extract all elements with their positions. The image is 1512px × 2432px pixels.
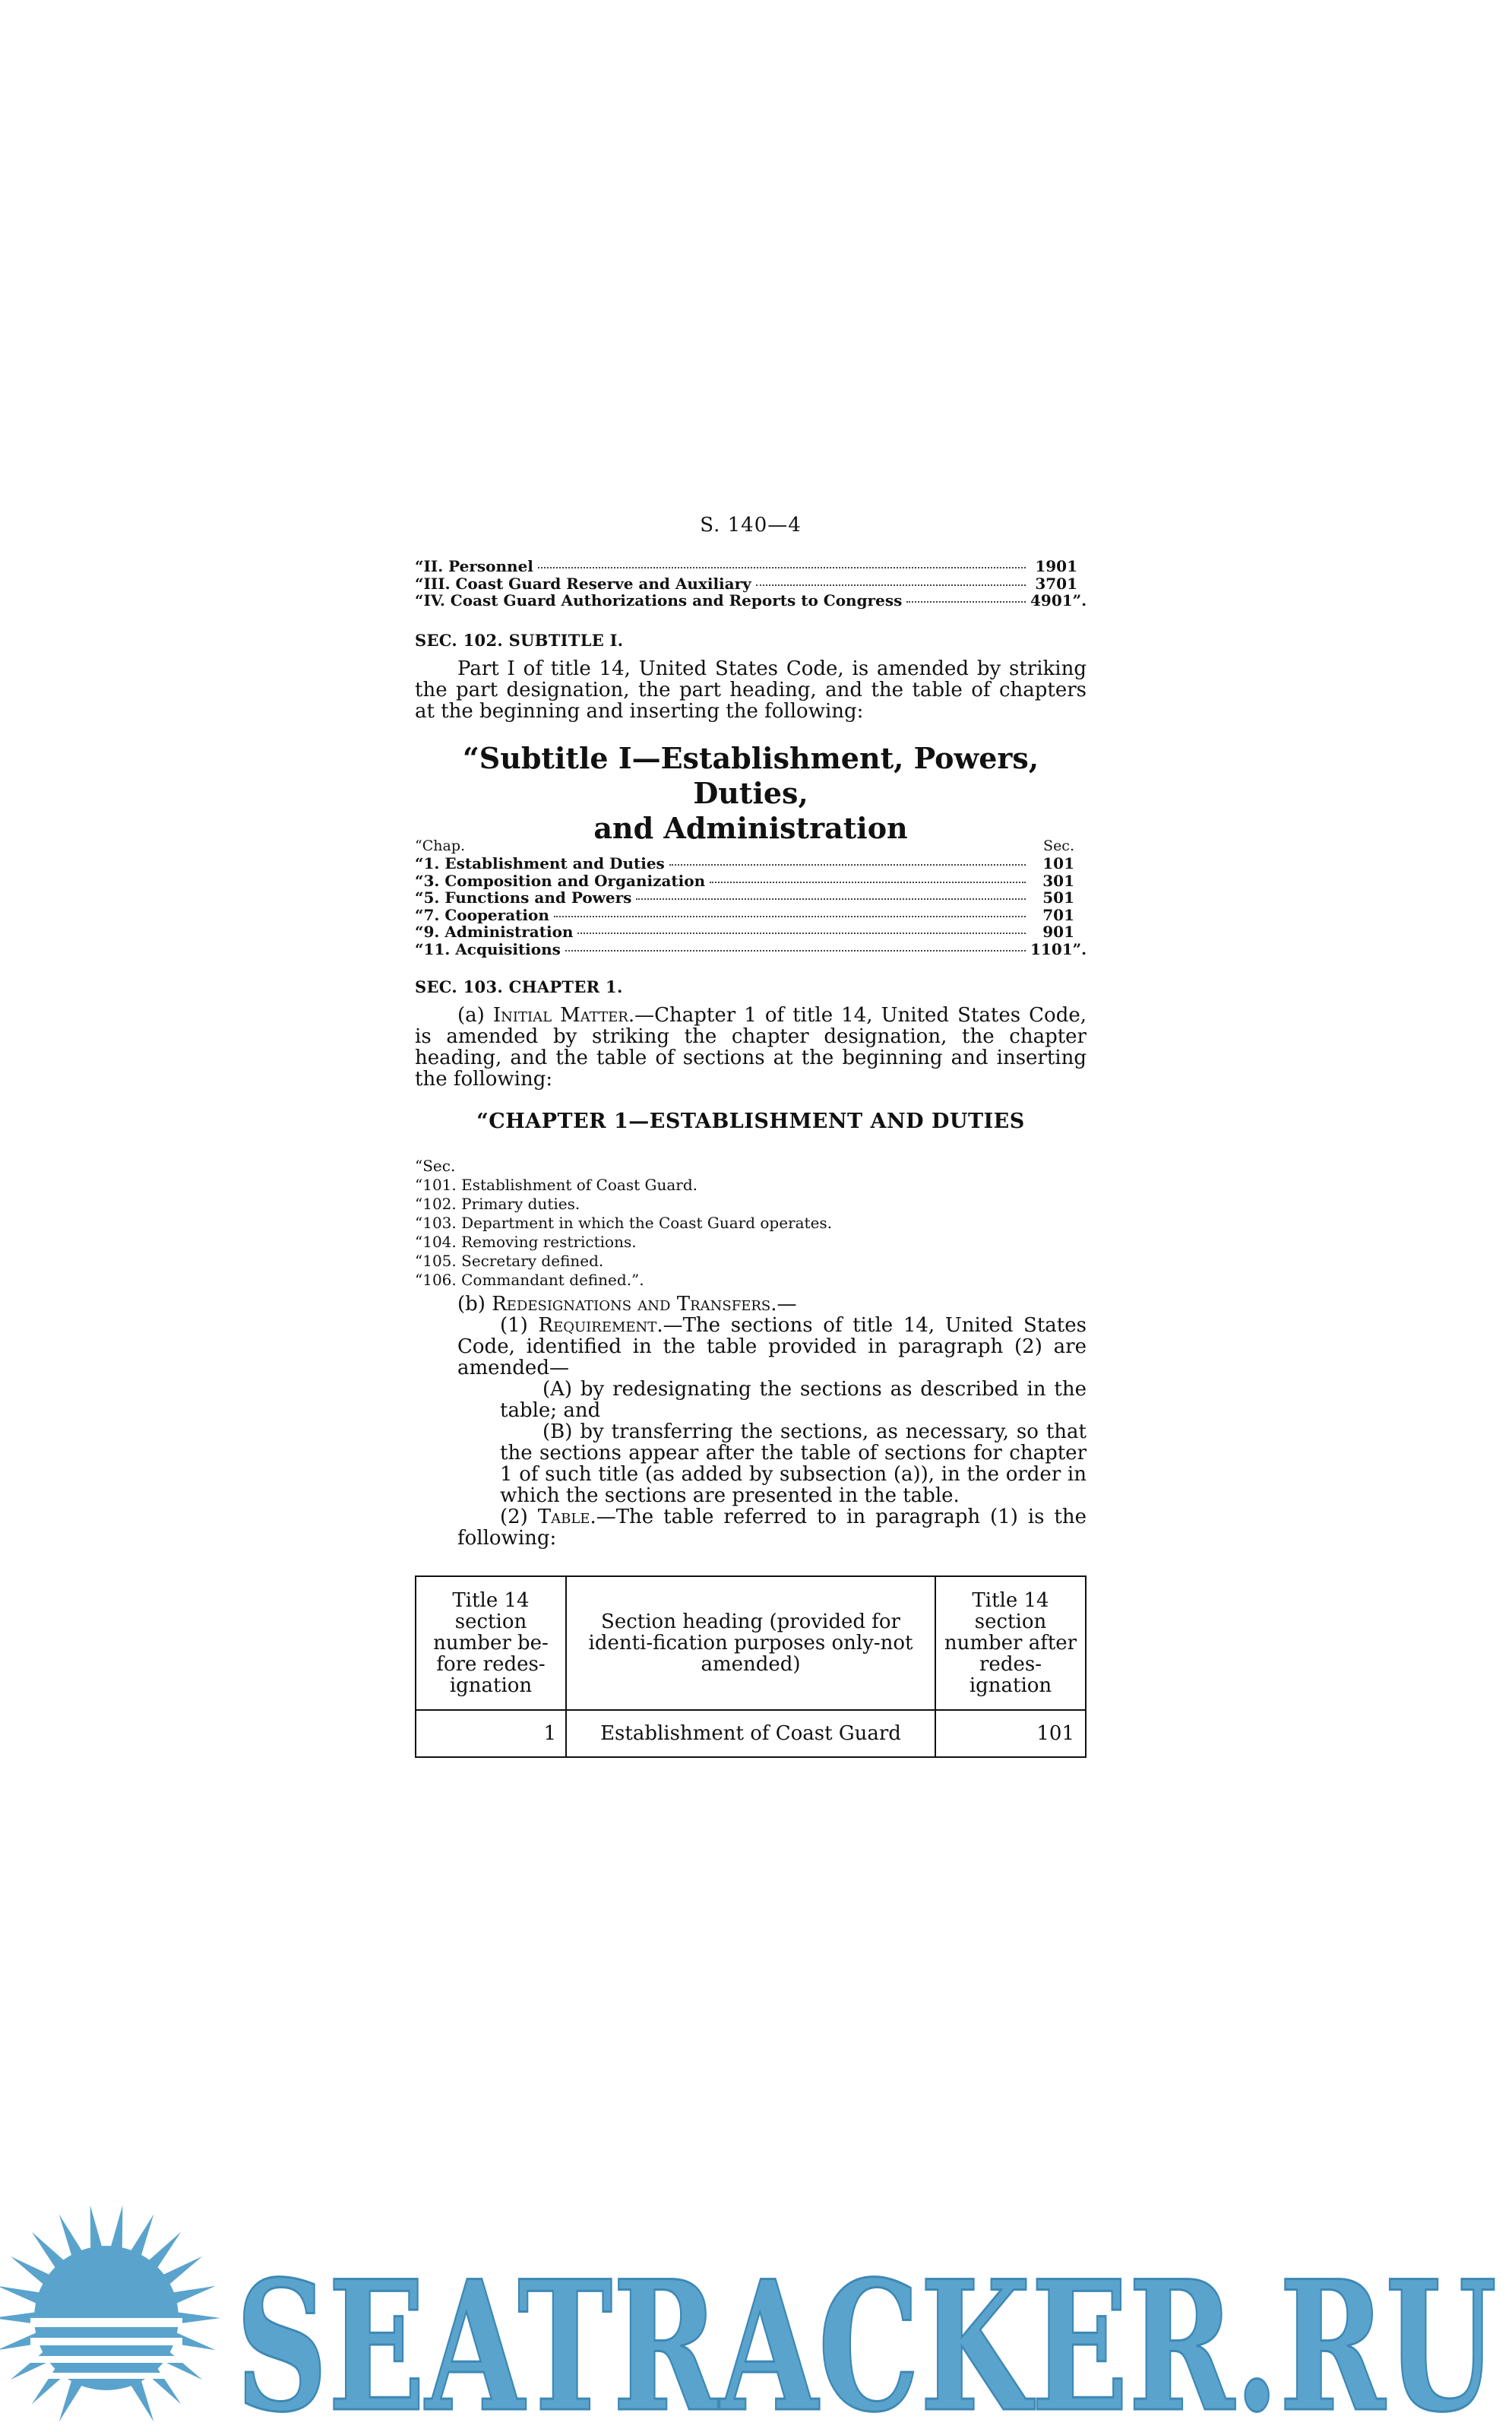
column-header-before: Title 14 section number be-fore redes-ignation <box>416 1576 566 1710</box>
section-heading-102: SEC. 102. SUBTITLE I. <box>415 631 624 650</box>
clause-a: (A) by redesignating the sections as described in the table; and <box>500 1378 1087 1422</box>
leader-dots <box>669 864 1026 866</box>
subsection-label: (b) <box>457 1293 492 1316</box>
subsection-caption: Initial Matter <box>492 1004 628 1027</box>
paragraph-1-requirement <box>457 1315 1087 1379</box>
toc-row <box>415 591 1087 609</box>
chapter-sec-number: 1101”. <box>1030 939 1087 958</box>
toc-label: “III. Coast Guard Reserve and Auxiliary <box>415 574 751 593</box>
sun-ray <box>110 2206 123 2252</box>
redesignation-table <box>415 1575 1087 1758</box>
part-table-continuation <box>415 557 1087 609</box>
chapter-label: “7. Cooperation <box>415 905 549 924</box>
toc-label: “II. Personnel <box>415 557 533 575</box>
leader-dots <box>710 882 1026 883</box>
paragraph-2-table <box>457 1506 1087 1549</box>
chapter-sec-number: 701 <box>1042 905 1074 924</box>
chapter-sec-number: 301 <box>1042 871 1074 890</box>
chapter-row <box>415 906 1087 923</box>
toc-row <box>415 575 1087 592</box>
chapter-1-title: “CHAPTER 1—ESTABLISHMENT AND DUTIES <box>476 1110 1025 1133</box>
chap-column-label: “Chap. <box>415 838 466 854</box>
chapter-label: “11. Acquisitions <box>415 939 561 958</box>
chapter-row <box>415 940 1087 958</box>
leader-dots <box>554 916 1026 917</box>
chapter-1-section-list <box>415 1157 832 1290</box>
page-number: S. 140—4 <box>700 514 802 537</box>
paragraph-caption: Requirement <box>538 1314 657 1337</box>
leader-dots <box>636 898 1026 900</box>
subsection-body: .—Chapter 1 of title 14, United States Code, is amended by striking the chapter designation, the chapter heading, and the table of sections at the beginning and inserting the following: <box>415 1004 1087 1091</box>
column-header-after: Title 14 section number after redes-ignation <box>935 1576 1086 1710</box>
clause-b: (B) by transferring the sections, as necessary, so that the sections appear after the table of sections for chapter 1 of such title (as added by subsection (a)), in the order in which the sections are presented in the table. <box>500 1420 1087 1507</box>
chapter-sec-number: 901 <box>1042 923 1074 941</box>
toc-number: 3701 <box>1035 574 1077 593</box>
subtitle-line-2: and Administration <box>593 811 908 845</box>
sun-ray <box>90 2206 103 2252</box>
toc-label: “IV. Coast Guard Authorizations and Reports to Congress <box>415 591 903 610</box>
chapter-label: “9. Administration <box>415 923 574 941</box>
section-list-item: “101. Establishment of Coast Guard. <box>415 1176 697 1194</box>
paragraph-label: (1) <box>500 1314 539 1337</box>
toc-number: 1901 <box>1035 557 1077 575</box>
subsection-b-heading <box>457 1294 1087 1315</box>
chapter-label: “1. Establishment and Duties <box>415 854 665 872</box>
toc-row <box>415 557 1087 575</box>
section-list-item: “105. Secretary defined. <box>415 1252 604 1270</box>
paragraph-caption: Table <box>537 1506 590 1528</box>
chapter-sec-number: 501 <box>1042 888 1074 907</box>
seatracker-watermark <box>0 2204 1512 2432</box>
chapter-label: “3. Composition and Organization <box>415 871 706 890</box>
subsection-dash: .— <box>770 1293 797 1316</box>
paragraph-label: (2) <box>500 1506 538 1528</box>
section-list-item: “103. Department in which the Coast Guard operates. <box>415 1214 833 1232</box>
sun-ray <box>170 2286 216 2305</box>
leader-dots <box>756 584 1026 586</box>
watermark-text: SEATRACKER.RU <box>236 2242 1497 2432</box>
section-heading-103: SEC. 103. CHAPTER 1. <box>415 977 623 996</box>
section-103-subsection-a <box>415 1005 1087 1090</box>
section-102-body: Part I of title 14, United States Code, is amended by striking the part designation, the part heading, and the table of chapters at the beginning and inserting the following: <box>415 657 1087 723</box>
table-row <box>416 1710 1086 1757</box>
section-list-item: “104. Removing restrictions. <box>415 1233 637 1251</box>
section-list-item: “102. Primary duties. <box>415 1195 580 1213</box>
subtitle-heading <box>415 741 1087 846</box>
sun-logo-icon <box>0 2206 220 2422</box>
column-header-heading: Section heading (provided for identi-fication purposes only-not amended) <box>566 1576 935 1710</box>
cell-section-heading: Establishment of Coast Guard <box>566 1710 935 1757</box>
toc-number: 4901”. <box>1030 591 1087 610</box>
chapter-row <box>415 872 1087 889</box>
cell-before-number: 1 <box>416 1710 566 1757</box>
chapter-row <box>415 854 1087 872</box>
paragraph-body: .—The sections of title 14, United States Code, identified in the table provided in paragraph (2) are amended— <box>457 1314 1087 1379</box>
subtitle-line-1: “Subtitle I—Establishment, Powers, Duties, <box>462 741 1039 810</box>
subsection-label: (a) <box>457 1004 493 1027</box>
chapter-table <box>415 838 1087 957</box>
paragraph-body: .—The table referred to in paragraph (1) is the following: <box>457 1506 1087 1550</box>
sec-column-label: Sec. <box>1043 838 1074 854</box>
subsection-caption: Redesignations and Transfers <box>492 1293 771 1316</box>
section-list-item: “Sec. <box>415 1157 456 1175</box>
leader-dots <box>906 601 1026 603</box>
chapter-row <box>415 888 1087 906</box>
chapter-sec-number: 101 <box>1042 854 1074 872</box>
chapter-row <box>415 923 1087 940</box>
leader-dots <box>565 950 1026 952</box>
cell-after-number: 101 <box>935 1710 1086 1757</box>
chapter-table-header <box>415 838 1087 854</box>
leader-dots <box>538 567 1026 568</box>
table-header-row <box>416 1576 1086 1710</box>
section-list-item: “106. Commandant defined.”. <box>415 1271 644 1289</box>
chapter-label: “5. Functions and Powers <box>415 888 632 907</box>
leader-dots <box>577 933 1026 934</box>
